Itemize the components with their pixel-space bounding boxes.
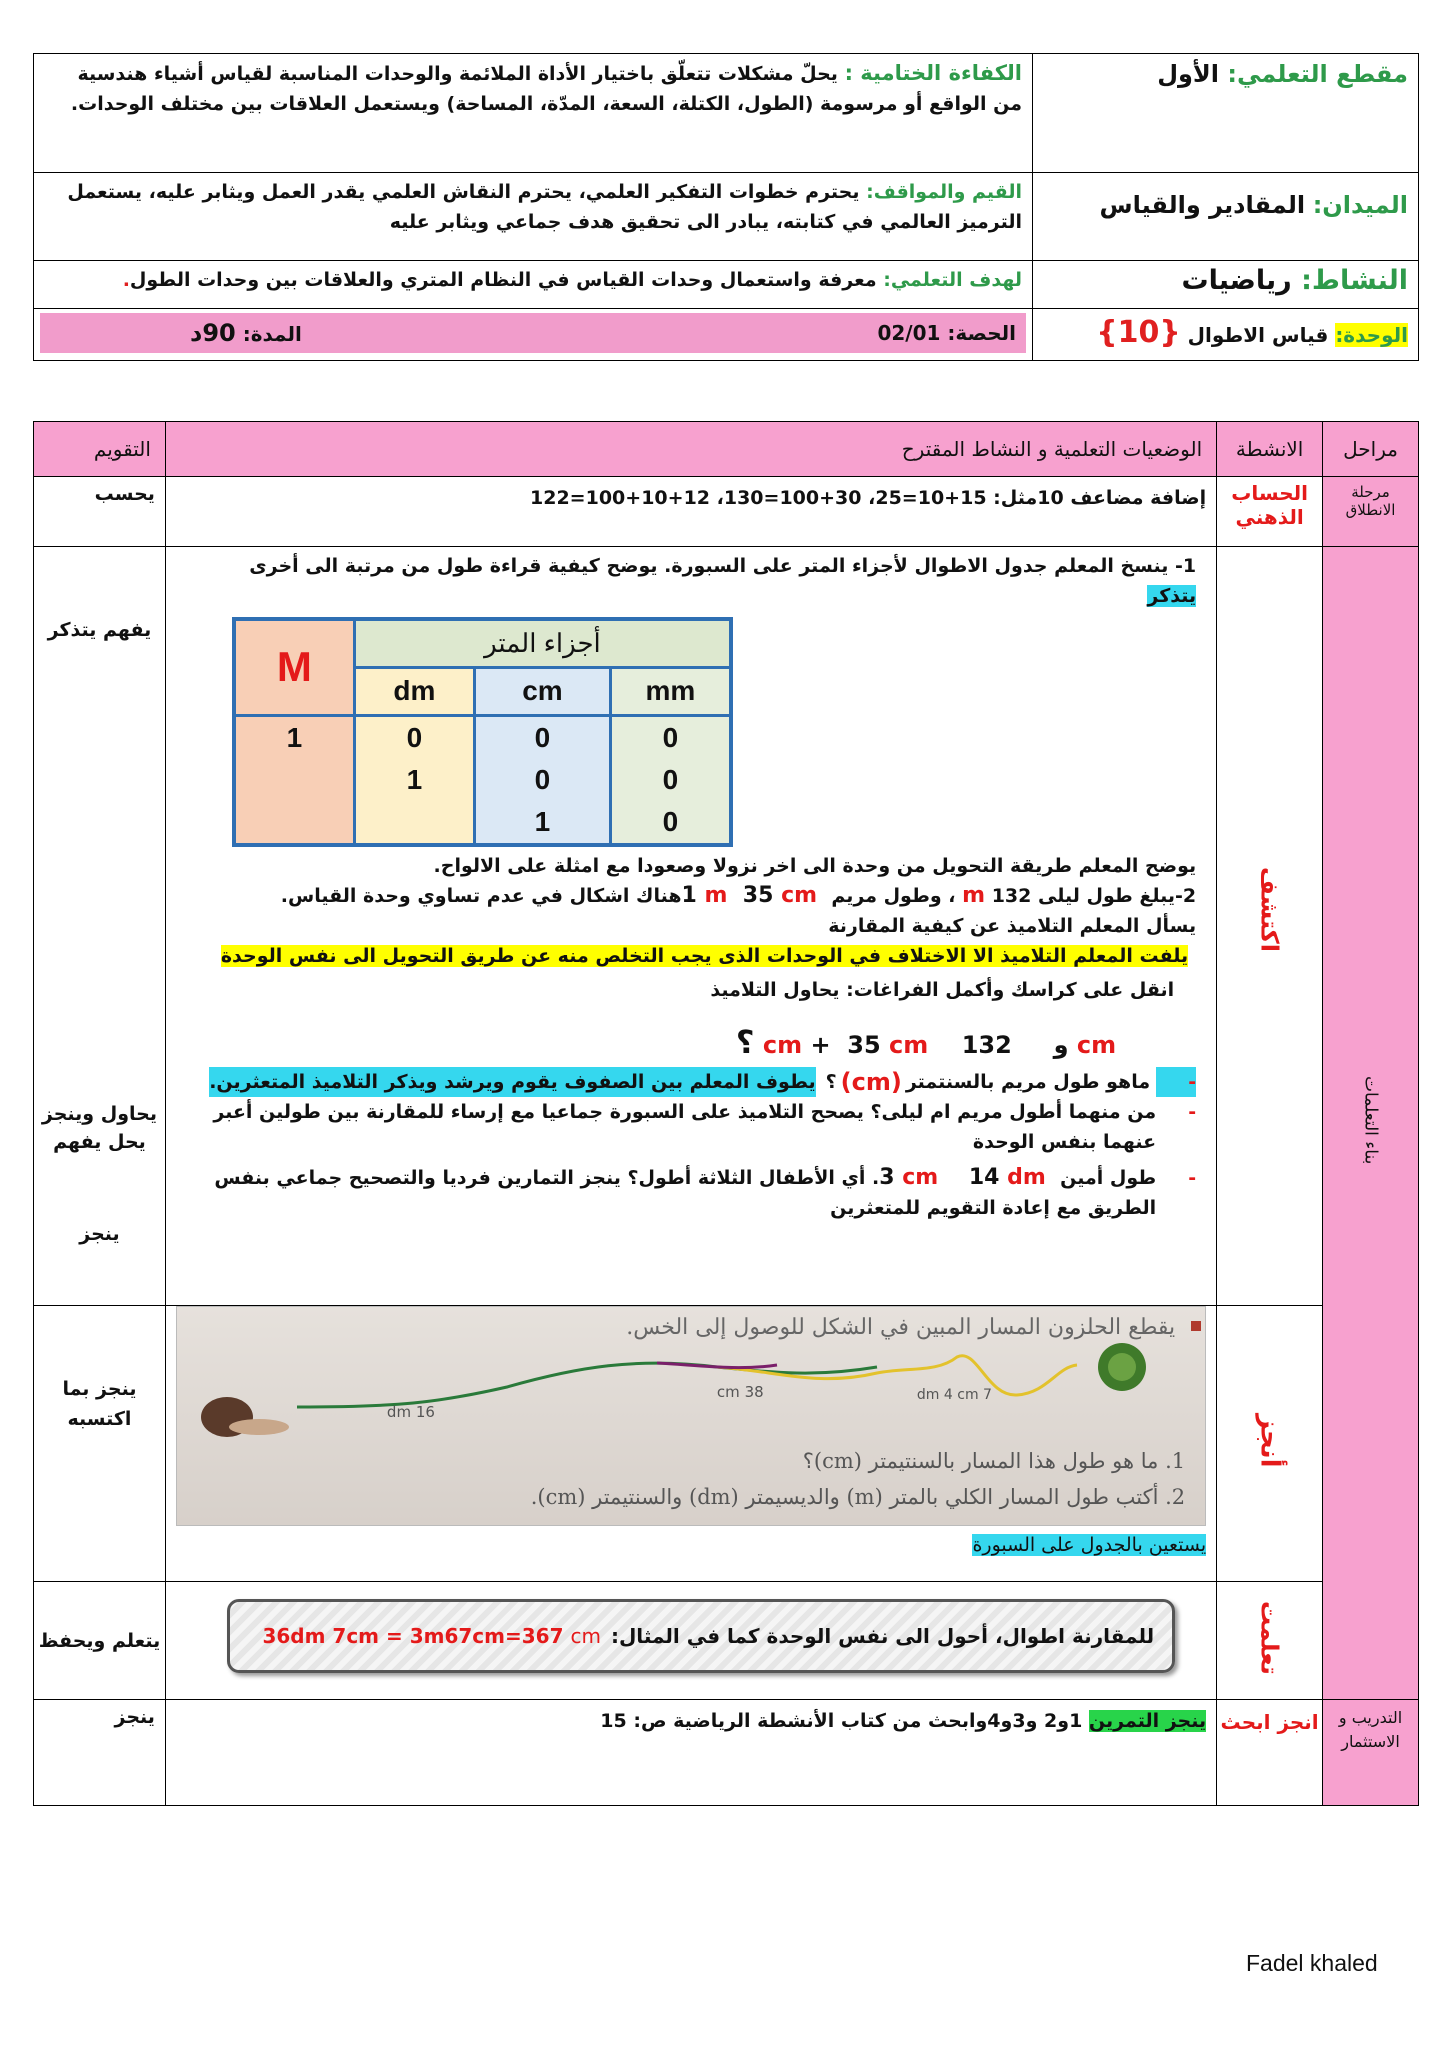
- unit-label: الوحدة:: [1335, 323, 1408, 347]
- header-stages: مراحل: [1323, 422, 1419, 477]
- segment-value: الأول: [1157, 60, 1220, 88]
- competency-text: يحلّ مشكلات تتعلّق باختيار الأداة الملائمة والوحدات المناسبة لقياس أشياء هندسية من الواقع أو مرسومة (الطول، الكتلة، السعة، المدّة، المساحة) ويستعمل العلاقات بين مختلف الوحدات.: [70, 63, 1022, 115]
- meter-parts-table: [232, 617, 733, 847]
- meter-col-cm: 0 0 1: [474, 715, 610, 845]
- discover-b3: - طول أمين 3 cm 14 dm . أي الأطفال الثلاثة أطول؟ ينجز التمارين فرديا والتصحيح جماعي بنفس الطريق مع إعادة التقويم للمتعثرين: [214, 1164, 1197, 1219]
- discover-content: [165, 547, 1216, 1306]
- eval-discover: [34, 547, 166, 1306]
- eval-do: ينجز: [79, 1223, 120, 1245]
- discover-blanks: ؟ cm + 35 cm و 132 cm: [735, 1022, 1117, 1061]
- segment-cell: [1033, 54, 1419, 173]
- goal-text: معرفة واستعمال وحدات القياس في النظام المتري والعلاقات بين وحدات الطول: [129, 269, 877, 291]
- duration-value: 90د: [190, 319, 236, 347]
- meter-unit-cm: cm: [474, 667, 610, 715]
- snail-question-2: 2. أكتب طول المسار الكلي بالمتر (m) والديسيمتر (dm) والسنتيمتر (cm).: [530, 1485, 1186, 1509]
- meter-col-m: 1: [234, 715, 355, 845]
- seg-label-1: 16 dm: [386, 1403, 435, 1421]
- field-cell: [1033, 173, 1419, 261]
- unit-number: {10}: [1096, 315, 1181, 350]
- stage-practice: التدريب و الاستثمار: [1323, 1700, 1419, 1806]
- eval-practice: ينجز: [34, 1700, 166, 1806]
- meter-unit-dm: dm: [354, 667, 474, 715]
- activity-value: رياضيات: [1181, 265, 1292, 296]
- stage-build: بناء التعلمات: [1323, 547, 1419, 1700]
- seg-label-3: 7 dm 4 cm: [916, 1387, 992, 1403]
- discover-p6: انقل على كراسك وأكمل الفراغات: يحاول التلاميذ: [710, 978, 1175, 1001]
- session-label: الحصة:: [947, 321, 1016, 345]
- eval-try: يحاول وينجز يحل يفهم: [41, 1103, 157, 1153]
- stage-launch: مرحلة الانطلاق: [1323, 477, 1419, 547]
- activity-mental-calc: الحساب الذهني: [1217, 477, 1323, 547]
- competency-label: الكفاءة الختامية :: [844, 61, 1022, 85]
- eval-launch: يحسب: [34, 477, 166, 547]
- discover-p1: 1- ينسخ المعلم جدول الاطوال لأجزاء المتر على السبورة. يوضح كيفية قراءة طول من مرتبة الى أخرى يتذكر: [249, 555, 1197, 607]
- activity-practice: انجز ابحث: [1217, 1700, 1323, 1806]
- rule-box: [227, 1599, 1175, 1673]
- field-label: الميدان:: [1312, 191, 1408, 219]
- values-cell: [34, 173, 1033, 261]
- field-value: المقادير والقياس: [1099, 191, 1306, 219]
- discover-p4: يسأل المعلم التلاميذ عن كيفية المقارنة: [828, 914, 1197, 937]
- discover-p5: يلفت المعلم التلاميذ الا الاختلاف في الوحدات الذى يجب التخلص منه عن طريق التحويل الى نفس الوحدة: [220, 944, 1189, 967]
- rule-example: 36dm 7cm = 3m67cm=367 cm: [262, 1624, 601, 1648]
- meter-col-dm: 0 1: [354, 715, 474, 845]
- header-situations: الوضعيات التعلمية و النشاط المقترح: [165, 422, 1216, 477]
- discover-b2: - من منهما أطول مريم ام ليلى؟ يصحح التلاميذ على السبورة جماعيا مع إرساء للمقارنة بين طولين أعبر عنهما بنفس الوحدة: [213, 1100, 1197, 1153]
- goal-cell: لهدف التعلمي: معرفة واستعمال وحدات القياس في النظام المتري والعلاقات بين وحدات الطول.: [34, 261, 1033, 309]
- discover-p3: 2-يبلغ طول ليلى 132 m ، وطول مريم 1 m 35 cm هناك اشكال في عدم تساوي وحدة القياس.: [280, 882, 1197, 908]
- activity-cell: [1033, 261, 1419, 309]
- seg-label-2: 38 cm: [716, 1383, 764, 1401]
- lesson-main-table: [33, 421, 1419, 1806]
- values-label: القيم والمواقف:: [866, 181, 1022, 203]
- learned-content: [165, 1582, 1216, 1700]
- eval-do-acquired: ينجز بما اكتسبه: [34, 1306, 166, 1582]
- session-value: 02/01: [877, 321, 941, 345]
- unit-value: قياس الاطوال: [1187, 323, 1329, 347]
- author-signature: Fadel khaled: [1246, 1950, 1378, 1976]
- meter-m-header: M: [234, 619, 355, 715]
- meter-col-mm: 0 0 0: [610, 715, 731, 845]
- activity-do: أنجز: [1217, 1306, 1323, 1582]
- rule-text: للمقارنة اطوال، أحول الى نفس الوحدة كما في المثال:: [610, 1624, 1155, 1648]
- goal-label: لهدف التعلمي:: [883, 269, 1022, 291]
- do-content: [165, 1306, 1216, 1582]
- do-note: يستعين بالجدول على السبورة: [972, 1534, 1207, 1556]
- header-evaluation: التقويم: [34, 422, 166, 477]
- activity-label: النشاط:: [1301, 265, 1408, 296]
- eval-understand: يفهم يتذكر: [47, 619, 152, 641]
- lesson-header-table: [33, 53, 1419, 361]
- unit-cell: [1033, 309, 1419, 361]
- activity-discover: اكتشف: [1217, 547, 1323, 1306]
- discover-p2: يوضح المعلم طريقة التحويل من وحدة الى اخر نزولا وصعودا مع امثلة على الالواح.: [433, 854, 1197, 877]
- snail-question-1: 1. ما هو طول هذا المسار بالسنتيمتر (cm)؟: [802, 1449, 1186, 1473]
- values-text: يحترم خطوات التفكير العلمي، يحترم النقاش العلمي يقدر العمل ويثابر عليه، يستعمل الترميز العالمي في كتابته، يبادر الى تحقيق هدف جماعي ويثابر عليه: [67, 181, 1022, 233]
- meter-parts-header: أجزاء المتر: [354, 619, 731, 667]
- eval-learned: يتعلم ويحفظ: [34, 1582, 166, 1700]
- session-cell: [34, 309, 1033, 361]
- competency-cell: [34, 54, 1033, 173]
- snail-exercise-image: [176, 1306, 1206, 1526]
- activity-learned: تعلمت: [1217, 1582, 1323, 1700]
- duration-label: المدة:: [242, 322, 302, 346]
- discover-b1: - ماهو طول مريم بالسنتمتر (cm) ؟ يطوف المعلم بين الصفوف يقوم ويرشد ويذكر التلاميذ المتعثرين.: [209, 1067, 1197, 1096]
- header-activities: الانشطة: [1217, 422, 1323, 477]
- launch-text: [165, 477, 1216, 547]
- meter-unit-mm: mm: [610, 667, 731, 715]
- practice-text: ينجز التمرين 1و2 و3و4وابحث من كتاب الأنشطة الرياضية ص: 15: [165, 1700, 1216, 1806]
- segment-label: مقطع التعلمي:: [1227, 60, 1408, 88]
- snail-instruction: يقطع الحلزون المسار المبين في الشكل للوصول إلى الخس.: [626, 1315, 1176, 1340]
- launch-text-a: إضافة مضاعف 10مثل: 15+10=25، 30+100=130، 12+10+100=122: [530, 487, 1207, 509]
